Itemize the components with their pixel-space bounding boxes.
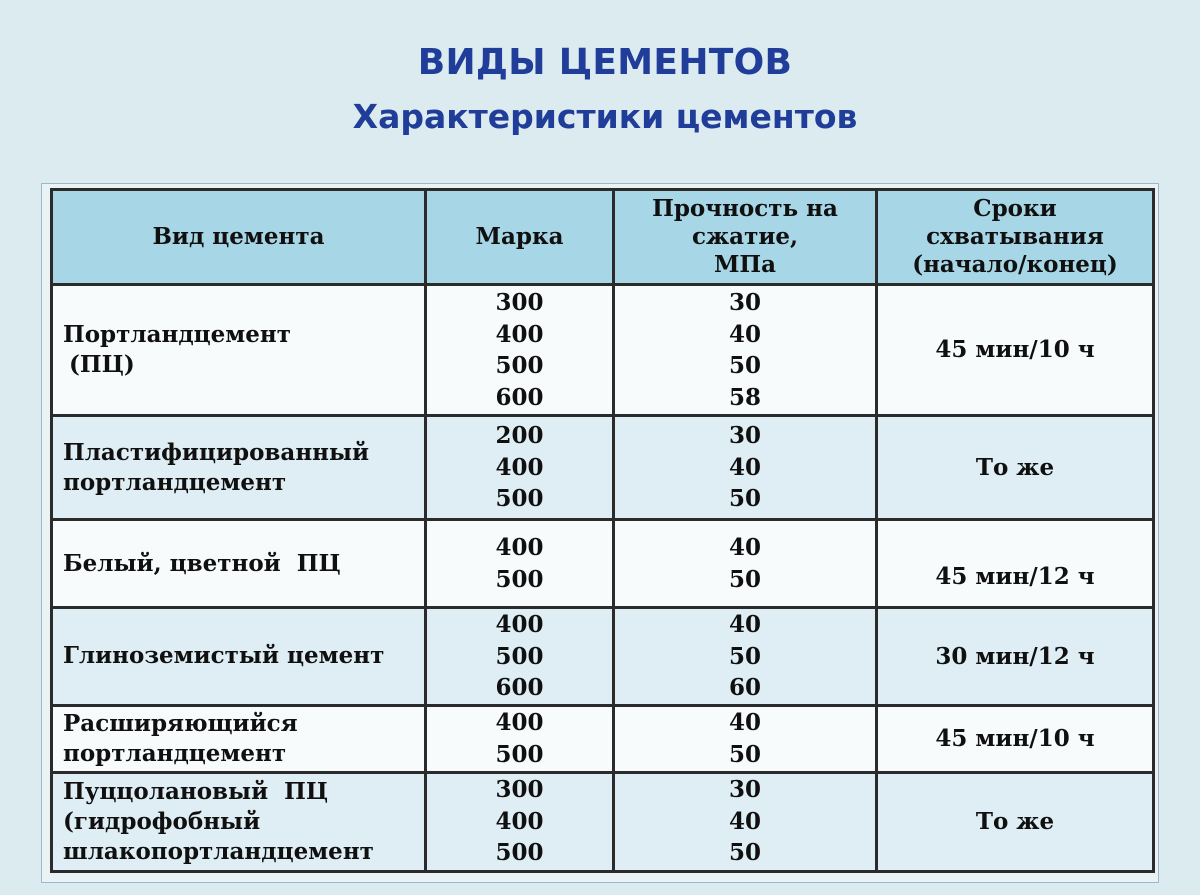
grade-value: 400: [495, 709, 544, 736]
setting-time-cell: [877, 772, 1154, 871]
grade-value: 500: [495, 352, 544, 379]
strength-value: 50: [728, 740, 761, 768]
grade-value: 300: [495, 776, 544, 804]
cement-name-line: (гидрофобный: [63, 807, 261, 835]
grade-value: 400: [495, 807, 544, 835]
grade-value: 400: [495, 534, 544, 561]
strength-cell: [614, 772, 877, 871]
cement-name-cell: [52, 608, 426, 706]
grade-cell: [426, 416, 614, 520]
header-setting-line1: Сроки: [973, 195, 1057, 222]
strength-value: 40: [728, 611, 761, 638]
header-strength-line3: МПа: [713, 251, 777, 278]
strength-cell: [614, 520, 877, 608]
cement-name-line: Расширяющийся: [63, 709, 298, 737]
cement-name-cell: [52, 520, 426, 608]
strength-value: 40: [728, 453, 761, 481]
strength-value: 50: [728, 352, 761, 379]
grade-value: 400: [495, 320, 544, 348]
page-title: ВИДЫ ЦЕМЕНТОВ: [417, 42, 793, 83]
cement-name-cell: [52, 705, 426, 772]
grade-value: 500: [495, 740, 544, 768]
cement-name-cell: [52, 772, 426, 871]
setting-time-value: 30 мин/12 ч: [935, 642, 1095, 670]
grade-value: 600: [495, 674, 544, 701]
strength-value: 30: [728, 422, 761, 450]
header-strength: [614, 190, 877, 285]
grade-value: 300: [495, 289, 544, 316]
setting-time-cell: [877, 520, 1154, 608]
strength-value: 40: [728, 807, 761, 835]
setting-time-value: То же: [975, 453, 1055, 481]
grade-value: 200: [495, 422, 544, 450]
setting-time-cell: [877, 285, 1154, 416]
grade-value: 500: [495, 839, 544, 867]
grade-cell: [426, 285, 614, 416]
setting-time-value: 45 мин/12 ч: [935, 562, 1095, 590]
setting-time-value: 45 мин/10 ч: [935, 724, 1095, 752]
strength-value: 30: [728, 776, 761, 804]
header-row: [52, 190, 1154, 285]
setting-time-cell: [877, 416, 1154, 520]
strength-value: 58: [728, 383, 761, 411]
strength-value: 60: [728, 674, 761, 701]
table-row: [52, 520, 1154, 608]
grade-cell: [426, 520, 614, 608]
setting-time-value: 45 мин/10 ч: [935, 336, 1095, 364]
table-row: [52, 705, 1154, 772]
header-grade: [426, 190, 614, 285]
header-setting: [877, 190, 1154, 285]
table-header: [52, 190, 1154, 285]
header-type-label: Вид цемента: [152, 223, 325, 250]
header-grade-label: Марка: [475, 223, 564, 250]
grade-cell: [426, 608, 614, 706]
header-setting-line3: (начало/конец): [912, 251, 1118, 278]
grade-value: 500: [495, 642, 544, 670]
header-strength-line2: сжатие,: [691, 223, 799, 250]
grade-cell: [426, 705, 614, 772]
cement-name-line: Пластифицированный: [63, 438, 370, 466]
grade-value: 500: [495, 485, 544, 513]
cement-name-line: Пуццолановый ПЦ: [63, 777, 329, 805]
table-row: [52, 608, 1154, 706]
grade-value: 500: [495, 565, 544, 593]
grade-value: 400: [495, 453, 544, 481]
setting-time-cell: [877, 608, 1154, 706]
strength-value: 50: [728, 839, 761, 867]
strength-cell: [614, 416, 877, 520]
header-strength-line1: Прочность на: [652, 195, 838, 222]
strength-value: 50: [728, 565, 761, 593]
setting-time-cell: [877, 705, 1154, 772]
table-row: [52, 416, 1154, 520]
grade-cell: [426, 772, 614, 871]
cement-table: [50, 188, 1155, 873]
table-row: [52, 772, 1154, 871]
cement-name-line: шлакопортландцемент: [63, 837, 374, 865]
strength-cell: [614, 608, 877, 706]
strength-value: 40: [728, 709, 761, 736]
table-row: [52, 285, 1154, 416]
strength-cell: [614, 705, 877, 772]
cement-name-line: портландцемент: [63, 739, 287, 767]
title-block: [0, 36, 1200, 144]
grade-value: 400: [495, 611, 544, 638]
cement-name-line: портландцемент: [63, 468, 287, 496]
strength-value: 50: [728, 642, 761, 670]
cement-name-line: Белый, цветной ПЦ: [63, 549, 341, 577]
strength-cell: [614, 285, 877, 416]
cement-name-cell: [52, 416, 426, 520]
grade-value: 600: [495, 383, 544, 411]
table-body: [52, 285, 1154, 872]
cement-name-line: Глиноземистый цемент: [63, 642, 385, 670]
cement-name-line: (ПЦ): [69, 351, 135, 378]
cement-name-cell: [52, 285, 426, 416]
strength-value: 40: [728, 534, 761, 561]
setting-time-value: То же: [975, 807, 1055, 835]
strength-value: 30: [728, 289, 761, 316]
strength-value: 40: [728, 320, 761, 348]
header-setting-line2: схватывания: [926, 223, 1104, 250]
header-type: [52, 190, 426, 285]
page-subtitle: Характеристики цементов: [352, 97, 858, 136]
strength-value: 50: [728, 485, 761, 513]
cement-name-line: Портландцемент: [63, 321, 292, 348]
